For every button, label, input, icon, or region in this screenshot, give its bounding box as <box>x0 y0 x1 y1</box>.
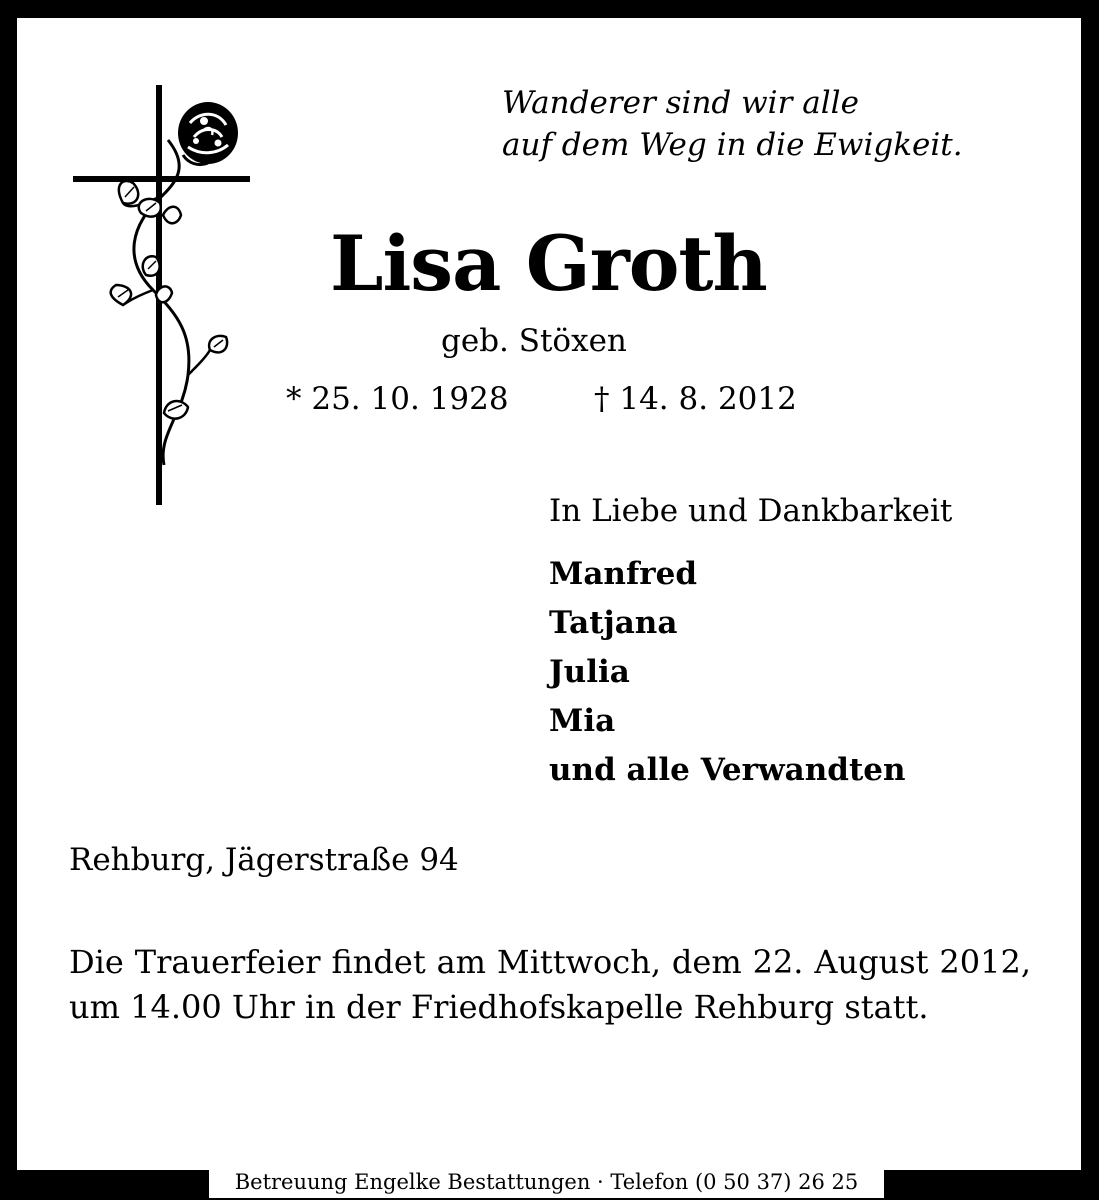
motto-line-2: auf dem Weg in die Ewigkeit. <box>502 127 963 163</box>
cross-with-rose-icon <box>68 85 258 510</box>
survivor-name: Mia <box>549 703 616 739</box>
maiden-name: geb. Stöxen <box>441 323 627 359</box>
death-date: † 14. 8. 2012 <box>594 381 797 417</box>
address: Rehburg, Jägerstraße 94 <box>69 842 459 878</box>
footer-credit: Betreuung Engelke Bestattungen · Telefon (0 50 37) 26 25 <box>209 1168 884 1198</box>
motto <box>502 82 963 166</box>
service-notice: Die Trauerfeier findet am Mittwoch, dem 22. August 2012, um 14.00 Uhr in der Friedhofskapelle Rehburg statt. <box>69 943 1031 1026</box>
survivor-name: Manfred <box>549 556 698 592</box>
survivor-name: und alle Verwandten <box>549 752 906 788</box>
survivors-list <box>549 550 906 795</box>
survivor-name: Julia <box>549 654 630 690</box>
motto-line-1: Wanderer sind wir alle <box>502 85 859 121</box>
survivor-name: Tatjana <box>549 605 678 641</box>
deceased-name: Lisa Groth <box>330 219 767 308</box>
dedication: In Liebe und Dankbarkeit <box>549 493 953 529</box>
birth-date: * 25. 10. 1928 <box>286 381 509 417</box>
